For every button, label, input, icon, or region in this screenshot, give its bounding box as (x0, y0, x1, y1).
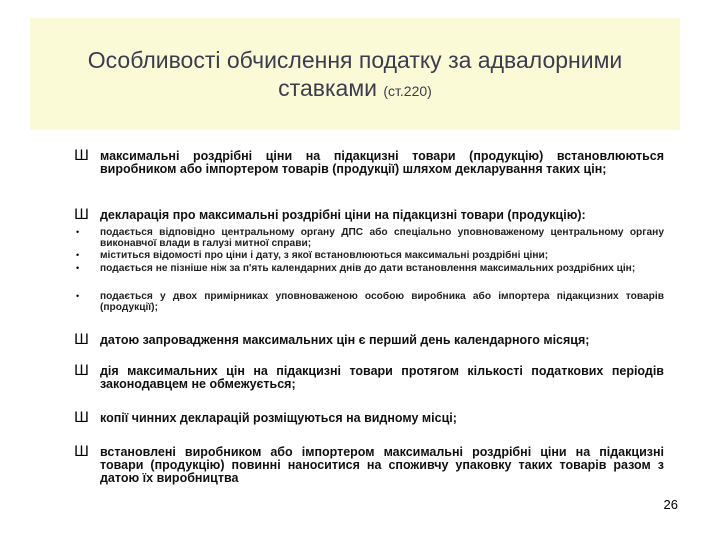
sub-list-item-text: подається не пізніше ніж за п'ять календарних днів до дати встановлення максимальних роздрібних цін; (100, 263, 636, 274)
sub-list-item (74, 291, 664, 313)
page-number: 26 (663, 497, 678, 512)
list-item (74, 334, 664, 347)
sub-list-item-text: подається у двох примірниках уповноваженою особою виробника або імпортера підакцизних товарів (продукції); (100, 291, 664, 313)
list-item (74, 209, 664, 222)
arrow-bullet-icon: Ш (74, 148, 89, 164)
dot-bullet-icon: • (76, 263, 80, 273)
sub-list-item (74, 263, 664, 274)
sub-list-item (74, 227, 664, 249)
arrow-bullet-icon: Ш (74, 332, 89, 348)
list-item-text: дія максимальних цін на підакцизні товари протягом кількості податкових періодів законодавцем не обмежується; (100, 364, 664, 391)
title-line-1: Особливості обчислення податку за адвалорними (87, 47, 623, 73)
title-line-2-text: ставками (278, 75, 377, 101)
list-item-text: декларація про максимальні роздрібні ціни на підакцизні товари (продукцію): (100, 208, 586, 222)
arrow-bullet-icon: Ш (74, 444, 89, 460)
arrow-bullet-icon: Ш (74, 410, 89, 426)
title-article-ref: (ст.220) (383, 83, 432, 99)
dot-bullet-icon: • (76, 227, 80, 237)
dot-bullet-icon: • (76, 291, 80, 301)
list-item-text: копії чинних декларацій розміщуються на видному місці; (100, 411, 457, 425)
list-item (74, 365, 664, 391)
arrow-bullet-icon: Ш (74, 207, 89, 223)
arrow-bullet-icon: Ш (74, 363, 89, 379)
list-item (74, 150, 664, 176)
list-item (74, 446, 664, 485)
list-item-text: датою запровадження максимальних цін є перший день календарного місяця; (100, 333, 590, 347)
sub-list-item-text: міститься відомості про ціни і дату, з якої встановлюються максимальні роздрібні ціни; (100, 250, 549, 261)
sub-list-item (74, 250, 664, 261)
dot-bullet-icon: • (76, 250, 80, 260)
list-item-text: максимальні роздрібні ціни на підакцизні товари (продукцію) встановлюються виробником або імпортером товарів (продукції) шляхом декларування таких цін; (100, 149, 664, 176)
sub-list-item-text: подається відповідно центральному органу ДПС або спеціально уповноваженому центральному органу виконавчої влади в галузі митної справи; (100, 227, 664, 249)
list-item (74, 412, 664, 425)
list-item-text: встановлені виробником або імпортером максимальні роздрібні ціни на підакцизні товари (продукцію) повинні наноситися на споживчу упаковку таких товарів разом з датою їх виробництва (100, 445, 664, 485)
